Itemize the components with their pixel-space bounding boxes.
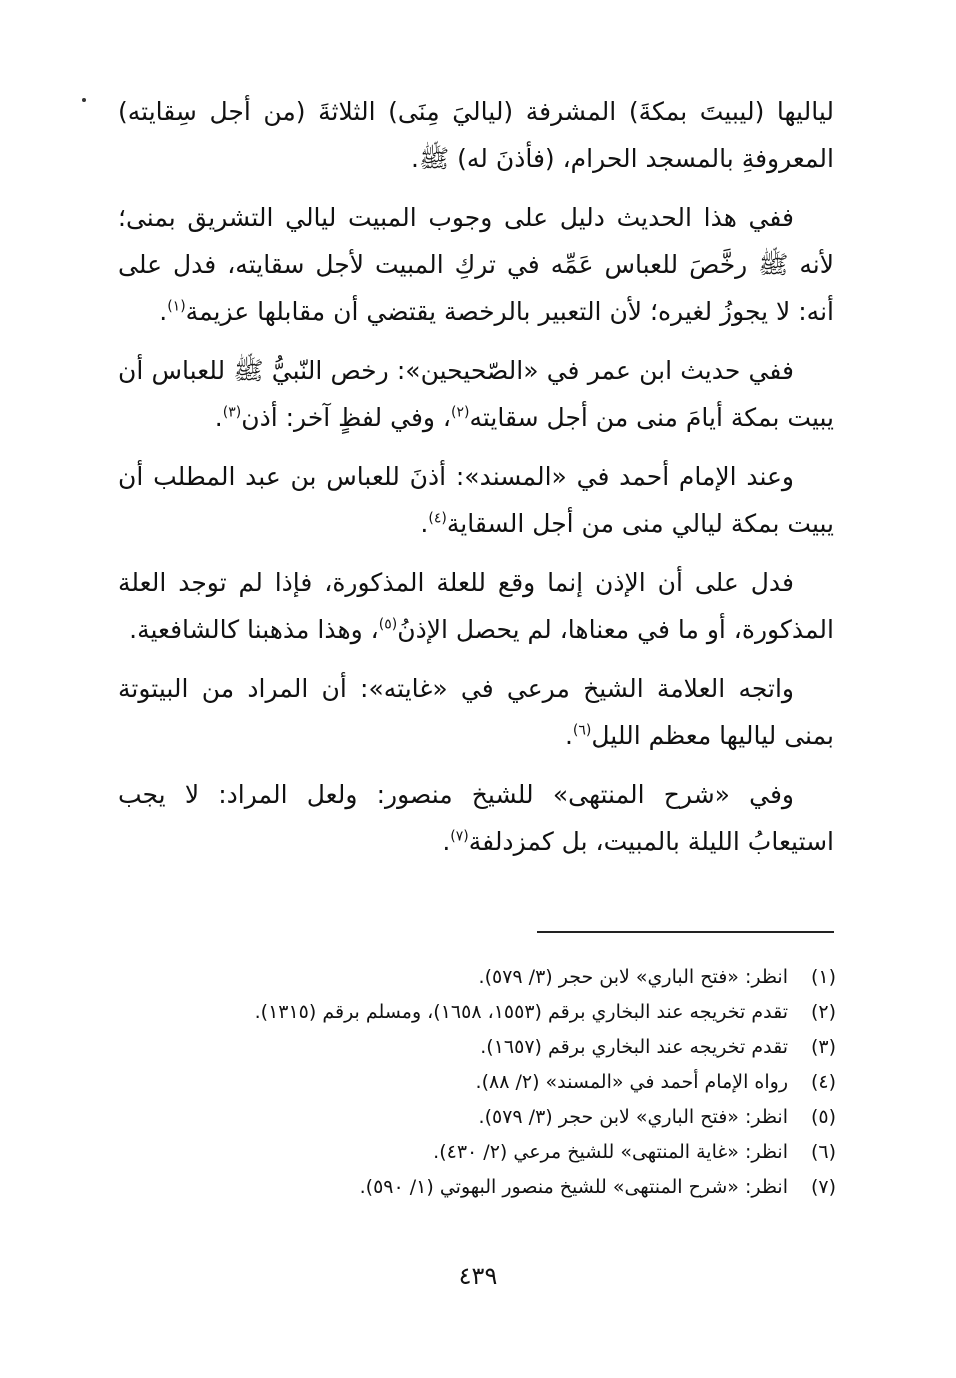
page-number: ٤٣٩ [458, 1262, 498, 1290]
footnote-number: (٥) [810, 1106, 836, 1128]
paragraph-4-tail: . [420, 509, 429, 538]
footnote-7 [136, 1170, 836, 1205]
paragraph-6-text: واتجه العلامة الشيخ مرعي في «غايته»: أن المراد من البيتوتة بمنى لياليها معظم الليل [118, 674, 834, 750]
paragraph-5-text: فدل على أن الإذن إنما وقع للعلة المذكورة، فإذا لم توجد العلة المذكورة، أو ما في معناها، لم يحصل الإذنُ [118, 568, 834, 644]
footnote-4 [136, 1065, 836, 1100]
footnote-text: رواه الإمام أحمد في «المسند» (٢/ ٨٨). [475, 1071, 788, 1093]
paragraph-3 [118, 347, 834, 441]
note-ref-2[interactable]: (٢) [450, 404, 470, 421]
footnotes [136, 960, 836, 1205]
paragraph-1-text: لياليها (ليبيتَ بمكةَ) المشرفة (لياليَ مِنَى) الثلاثةَ (من أجل سِقايته) المعروفةِ بالمسجد الحرام، (فأذنَ له) ﷺ. [118, 97, 834, 173]
paragraph-3-tail: . [214, 403, 223, 432]
footnote-5 [136, 1100, 836, 1135]
footnote-number: (٣) [810, 1036, 836, 1058]
footnote-text: انظر: «شرح المنتهى» للشيخ منصور البهوتي (١/ ٥٩٠). [359, 1176, 788, 1198]
paragraph-7-tail: . [442, 827, 451, 856]
footnote-number: (٤) [810, 1071, 836, 1093]
paragraph-7 [118, 771, 834, 865]
paragraph-3-mid: ، وفي لفظٍ آخر: أذن [241, 403, 451, 432]
footnote-number: (٧) [810, 1176, 836, 1198]
paragraph-7-text: وفي «شرح المنتهى» للشيخ منصور: ولعل المراد: لا يجب استيعابُ الليلة بالمبيت، بل كمزدلفة [118, 780, 834, 856]
footnote-number: (١) [810, 966, 836, 988]
paragraph-2-text: ففي هذا الحديث دليل على وجوب المبيت ليالي التشريق بمنى؛ لأنه ﷺ رخَّصَ للعباس عَمِّه في تركِ المبيت لأجل سقايته، فدل على أنه: لا يجوزُ لغيره؛ لأن التعبير بالرخصة يقتضي أن مقابلها عزيمة [118, 203, 834, 326]
footnote-separator [537, 931, 834, 933]
footnote-text: تقدم تخريجه عند البخاري برقم (١٥٥٣، ١٦٥٨)، ومسلم برقم (١٣١٥). [254, 1001, 788, 1023]
note-ref-1[interactable]: (١) [167, 298, 186, 315]
footnote-text: انظر: «غاية المنتهى» للشيخ مرعي (٢/ ٤٣٠). [433, 1141, 788, 1163]
footnote-text: انظر: «فتح الباري» لابن حجر (٣/ ٥٧٩). [478, 1106, 788, 1128]
paragraph-4 [118, 453, 834, 547]
footnote-text: انظر: «فتح الباري» لابن حجر (٣/ ٥٧٩). [478, 966, 788, 988]
paragraph-5-tail: ، وهذا مذهبنا كالشافعية. [129, 615, 379, 644]
footnote-text: تقدم تخريجه عند البخاري برقم (١٦٥٧). [480, 1036, 788, 1058]
footnote-number: (٢) [810, 1001, 836, 1023]
footnote-3 [136, 1030, 836, 1065]
footnote-6 [136, 1135, 836, 1170]
note-ref-3[interactable]: (٣) [222, 404, 242, 421]
note-ref-6[interactable]: (٦) [572, 722, 592, 739]
paragraph-3-text: ففي حديث ابن عمر في «الصّحيحين»: رخص النّبيُّ ﷺ للعباس أن يبيت بمكة أيامَ منى من أجل سقايته [118, 356, 834, 432]
footnote-2 [136, 995, 836, 1030]
paragraph-1 [118, 88, 834, 182]
note-ref-5[interactable]: (٥) [378, 616, 398, 633]
page-body [118, 88, 834, 877]
margin-dot [82, 98, 86, 102]
paragraph-2 [118, 194, 834, 335]
paragraph-4-text: وعند الإمام أحمد في «المسند»: أذنَ للعباس بن عبد المطلب أن يبيت بمكة ليالي منى من أجل السقاية [118, 462, 834, 538]
paragraph-6-tail: . [564, 721, 573, 750]
footnote-1 [136, 960, 836, 995]
paragraph-6 [118, 665, 834, 759]
paragraph-2-tail: . [159, 297, 168, 326]
note-ref-7[interactable]: (٧) [450, 828, 469, 845]
note-ref-4[interactable]: (٤) [428, 510, 447, 527]
paragraph-5 [118, 559, 834, 653]
footnote-number: (٦) [810, 1141, 836, 1163]
